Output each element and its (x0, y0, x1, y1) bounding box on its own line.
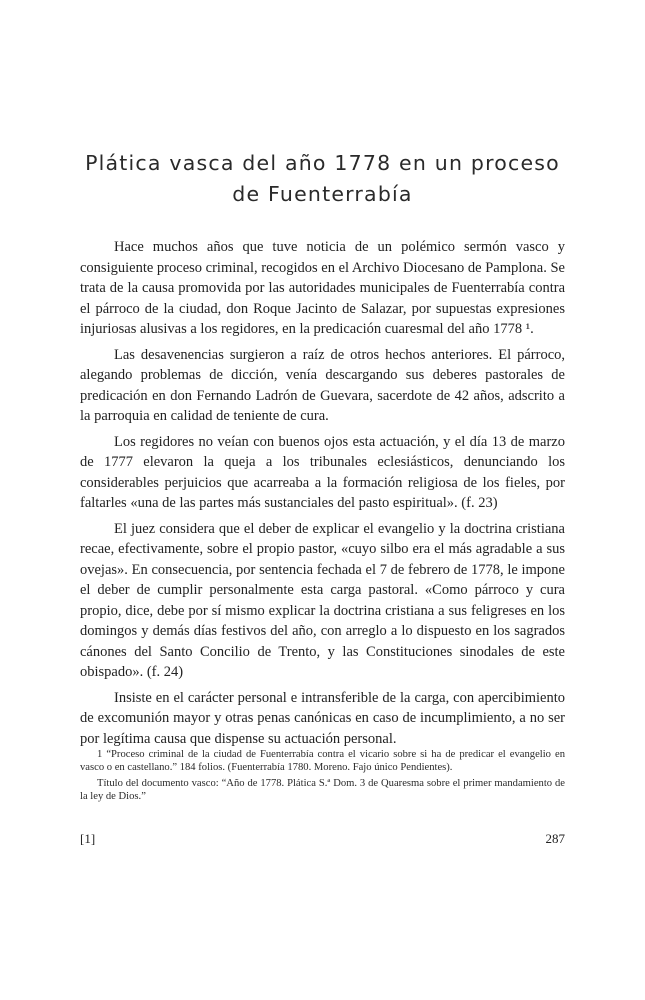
title-line-1: Plática vasca del año 1778 en un proceso (85, 151, 560, 175)
paragraph: Insiste en el carácter personal e intransferible de la carga, con apercibimiento de excomunión mayor y otras penas canónicas en caso de incumplimiento, a no ser por legítima causa que dispense su actuación personal. (80, 689, 565, 747)
paragraph: El juez considera que el deber de explicar el evangelio y la doctrina cristiana recae, efectivamente, sobre el propio pastor, «cuyo silbo era el más agradable a sus ovejas». En consecuencia, por sentencia fechada el 7 de febrero de 1778, le impone el deber de cumplir personalmente esta carga pastoral. «Como párroco y cura propio, dice, debe por sí mismo explicar la doctrina cristiana a sus feligreses en los domingos y demás días festivos del año, con arreglo a lo dispuesto en los sagrados cánones del Santo Concilio de Trento, y las Constituciones sinodales de este obispado». (f. 24) (80, 520, 565, 680)
title-line-2: de Fuenterrabía (232, 182, 413, 206)
footnote-note: Título del documento vasco: “Año de 1778. Plática S.ª Dom. 3 de Quaresma sobre el primer mandamiento de la ley de Dios.” (80, 778, 565, 802)
footnote: 1 “Proceso criminal de la ciudad de Fuenterrabía contra el vicario sobre si ha de predicar el evangelio en vasco o en castellano.” 184 folios. (Fuenterrabía 1780. Moreno. Fajo único Pendientes). (80, 749, 565, 773)
footnotes (80, 748, 565, 806)
article-title (0, 148, 645, 210)
page-number: 287 (545, 831, 565, 846)
paragraph: Las desavenencias surgieron a raíz de otros hechos anteriores. El párroco, alegando problemas de dicción, venía descargando sus deberes pastorales de predicación en don Fernando Ladrón de Guevara, sacerdote de 42 años, adscrito a la parroquia en calidad de teniente de cura. (80, 346, 565, 424)
paragraph: Hace muchos años que tuve noticia de un polémico sermón vasco y consiguiente proceso criminal, recogidos en el Archivo Diocesano de Pamplona. Se trata de la causa promovida por las autoridades municipales de Fuenterrabía contra el párroco de la ciudad, don Roque Jacinto de Salazar, por supuestas expresiones injuriosas alusivas a los regidores, en la predicación cuaresmal del año 1778 ¹. (80, 239, 565, 337)
body-text (80, 237, 565, 754)
paragraph: Los regidores no veían con buenos ojos esta actuación, y el día 13 de marzo de 1777 elevaron la queja a los tribunales eclesiásticos, denunciando los considerables perjuicios que acarreaba a la formación religiosa de los fieles, por faltarles «una de las partes más sustanciales del pasto espiritual». (f. 23) (80, 433, 565, 511)
folio-marker: [1] (80, 831, 96, 846)
